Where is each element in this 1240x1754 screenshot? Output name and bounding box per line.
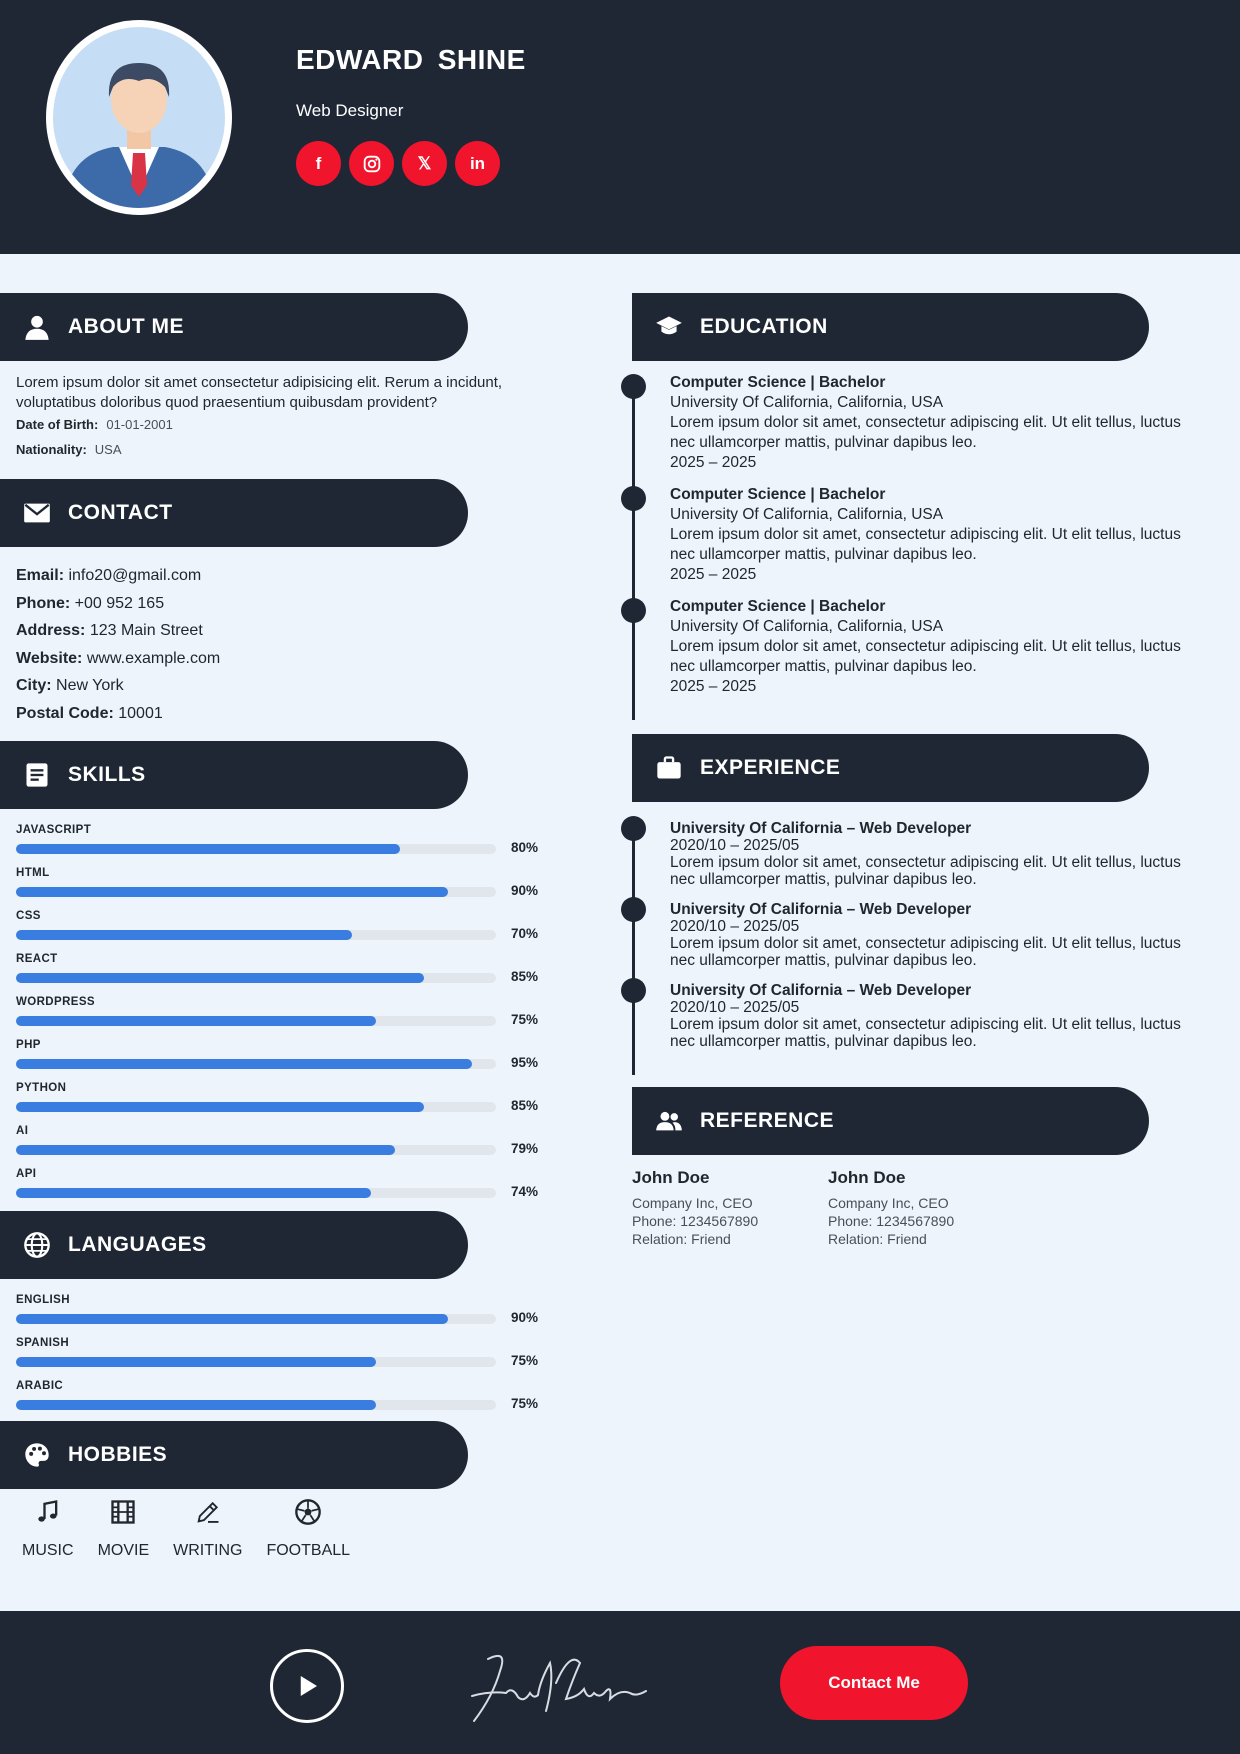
experience-description: Lorem ipsum dolor sit amet, consectetur adipiscing elit. Ut elit tellus, luctus nec ullamcorper mattis, pulvinar dapibus leo. xyxy=(670,935,1181,969)
contact-list xyxy=(16,562,220,727)
about-heading-label: ABOUT ME xyxy=(68,315,184,338)
language-percent: 90% xyxy=(511,1310,539,1325)
skill-item xyxy=(16,1168,546,1199)
languages-heading-label: LANGUAGES xyxy=(68,1233,207,1256)
skill-track xyxy=(16,887,496,897)
facebook-link[interactable] xyxy=(296,141,341,186)
hobby-music-label: MUSIC xyxy=(22,1542,74,1559)
experience-heading xyxy=(632,734,1149,802)
footer xyxy=(0,1611,1240,1754)
reference-phone: Phone: 1234567890 xyxy=(828,1213,955,1229)
skill-fill xyxy=(16,844,400,854)
skill-fill xyxy=(16,930,352,940)
nationality-row xyxy=(16,442,122,457)
skill-name: API xyxy=(16,1168,37,1180)
skill-track xyxy=(16,930,496,940)
skill-name: HTML xyxy=(16,867,50,879)
experience-dates: 2020/10 – 2025/05 xyxy=(670,918,800,935)
reference-card xyxy=(632,1168,828,1248)
education-item xyxy=(670,597,1210,697)
education-heading-label: EDUCATION xyxy=(700,315,828,338)
education-description: Lorem ipsum dolor sit amet, consectetur adipiscing elit. Ut elit tellus, luctus nec ullamcorper mattis, pulvinar dapibus leo. xyxy=(670,414,1181,451)
graduation-cap-icon xyxy=(654,312,684,342)
experience-description: Lorem ipsum dolor sit amet, consectetur adipiscing elit. Ut elit tellus, luctus nec ullamcorper mattis, pulvinar dapibus leo. xyxy=(670,1016,1181,1050)
skill-name: CSS xyxy=(16,910,41,922)
reference-heading xyxy=(632,1087,1149,1155)
skill-name: WORDPRESS xyxy=(16,996,95,1008)
language-fill xyxy=(16,1400,376,1410)
profile-role: Web Designer xyxy=(296,101,404,120)
education-school: University Of California, California, USA xyxy=(670,506,944,523)
education-description: Lorem ipsum dolor sit amet, consectetur adipiscing elit. Ut elit tellus, luctus nec ullamcorper mattis, pulvinar dapibus leo. xyxy=(670,526,1181,563)
contact-city xyxy=(16,672,220,700)
skill-track xyxy=(16,1016,496,1026)
language-name: SPANISH xyxy=(16,1337,70,1349)
hobby-football-label: FOOTBALL xyxy=(266,1542,351,1559)
timeline-dot xyxy=(621,816,646,841)
skill-fill xyxy=(16,887,448,897)
hobby-movie xyxy=(98,1498,150,1560)
pencil-icon xyxy=(194,1498,222,1526)
user-icon xyxy=(22,312,52,342)
skill-name: PYTHON xyxy=(16,1082,67,1094)
contact-heading xyxy=(0,479,468,547)
football-icon xyxy=(294,1498,322,1526)
reference-relation: Relation: Friend xyxy=(828,1231,927,1247)
language-track xyxy=(16,1314,496,1324)
education-school: University Of California, California, USA xyxy=(670,394,944,411)
people-icon xyxy=(654,1106,684,1136)
reference-phone: Phone: 1234567890 xyxy=(632,1213,759,1229)
contact-heading-label: CONTACT xyxy=(68,501,173,524)
skill-fill xyxy=(16,1102,424,1112)
skill-item xyxy=(16,910,546,941)
film-icon xyxy=(109,1498,137,1526)
skill-percent: 70% xyxy=(511,926,539,941)
signature xyxy=(460,1641,660,1731)
experience-timeline xyxy=(632,822,635,1075)
education-item xyxy=(670,373,1210,473)
linkedin-icon: in xyxy=(469,153,486,173)
language-name: ARABIC xyxy=(16,1380,64,1392)
language-item xyxy=(16,1380,546,1411)
avatar xyxy=(46,20,232,215)
skill-percent: 90% xyxy=(511,883,539,898)
reference-name: John Doe xyxy=(828,1168,906,1187)
education-title: Computer Science | Bachelor xyxy=(670,374,886,391)
experience-dates: 2020/10 – 2025/05 xyxy=(670,999,800,1016)
language-track xyxy=(16,1357,496,1367)
language-fill xyxy=(16,1314,448,1324)
skill-track xyxy=(16,973,496,983)
contact-address-label: Address: xyxy=(16,622,86,639)
skill-fill xyxy=(16,1016,376,1026)
education-years: 2025 – 2025 xyxy=(670,678,757,695)
x-icon: 𝕏 xyxy=(417,153,432,173)
contact-email-value[interactable]: info20@gmail.com xyxy=(68,567,202,584)
contact-website-label: Website: xyxy=(16,649,83,667)
timeline-dot xyxy=(621,598,646,623)
x-link[interactable] xyxy=(402,141,447,186)
skills-heading-label: SKILLS xyxy=(68,763,146,786)
contact-postal-value: 10001 xyxy=(118,704,163,722)
skill-name: AI xyxy=(16,1125,29,1137)
experience-heading-label: EXPERIENCE xyxy=(700,756,841,779)
hobby-music xyxy=(22,1498,74,1560)
contact-me-button[interactable]: Contact Me xyxy=(780,1646,968,1720)
skill-track xyxy=(16,1188,496,1198)
skill-item xyxy=(16,867,546,898)
skill-item xyxy=(16,996,546,1027)
experience-dates: 2020/10 – 2025/05 xyxy=(670,837,800,854)
contact-website xyxy=(16,645,220,673)
experience-title: University Of California – Web Developer xyxy=(670,901,972,918)
play-button[interactable] xyxy=(270,1649,344,1723)
music-note-icon xyxy=(34,1498,62,1526)
language-name: ENGLISH xyxy=(16,1294,70,1306)
skill-name: PHP xyxy=(16,1039,41,1051)
contact-address-value: 123 Main Street xyxy=(89,622,203,639)
avatar-illustration xyxy=(53,27,225,208)
skill-item xyxy=(16,1125,546,1156)
skill-percent: 74% xyxy=(511,1184,539,1199)
languages-heading xyxy=(0,1211,468,1279)
language-track xyxy=(16,1400,496,1410)
reference-relation: Relation: Friend xyxy=(632,1231,731,1247)
contact-city-label: City: xyxy=(16,677,52,694)
skill-track xyxy=(16,844,496,854)
play-icon xyxy=(292,1671,322,1701)
skill-percent: 80% xyxy=(511,840,539,855)
linkedin-link[interactable] xyxy=(455,141,500,186)
skill-percent: 85% xyxy=(511,969,539,984)
profile-name: EDWARD SHINE xyxy=(296,44,526,75)
dob-label: Date of Birth: xyxy=(16,417,99,432)
reference-company: Company Inc, CEO xyxy=(632,1195,753,1211)
hobby-writing-label: WRITING xyxy=(173,1542,243,1559)
nationality-value: USA xyxy=(94,442,122,457)
facebook-icon: f xyxy=(315,153,322,173)
header xyxy=(0,0,1240,254)
hobbies-list xyxy=(22,1498,374,1560)
hobby-writing xyxy=(173,1498,242,1560)
language-percent: 75% xyxy=(511,1396,539,1411)
envelope-icon xyxy=(22,498,52,528)
skill-name: JAVASCRIPT xyxy=(16,824,92,836)
education-years: 2025 – 2025 xyxy=(670,454,757,471)
contact-postal-label: Postal Code: xyxy=(16,704,114,722)
skill-item xyxy=(16,824,546,855)
skill-fill xyxy=(16,1188,371,1198)
dob-value: 01-01-2001 xyxy=(106,417,173,432)
skill-percent: 79% xyxy=(511,1141,539,1156)
education-school: University Of California, California, USA xyxy=(670,618,944,635)
skill-item xyxy=(16,1082,546,1113)
document-icon xyxy=(22,760,52,790)
skill-track xyxy=(16,1059,496,1069)
experience-title: University Of California – Web Developer xyxy=(670,982,972,999)
education-heading xyxy=(632,293,1149,361)
skill-name: REACT xyxy=(16,953,58,965)
education-years: 2025 – 2025 xyxy=(670,566,757,583)
contact-city-value: New York xyxy=(56,677,124,694)
reference-name: John Doe xyxy=(632,1168,710,1187)
about-text: Lorem ipsum dolor sit amet consectetur adipisicing elit. Rerum a incidunt, voluptatibus doloribus quod praesentium quibusdam provident? xyxy=(16,374,503,411)
instagram-link[interactable] xyxy=(349,141,394,186)
experience-item xyxy=(670,820,1210,888)
education-description: Lorem ipsum dolor sit amet, consectetur adipiscing elit. Ut elit tellus, luctus nec ullamcorper mattis, pulvinar dapibus leo. xyxy=(670,638,1181,675)
skill-item xyxy=(16,1039,546,1070)
experience-item xyxy=(670,982,1210,1050)
contact-email-label: Email: xyxy=(16,567,65,584)
reference-card xyxy=(828,1168,1024,1248)
skill-track xyxy=(16,1145,496,1155)
palette-icon xyxy=(22,1440,52,1470)
timeline-dot xyxy=(621,897,646,922)
experience-item xyxy=(670,901,1210,969)
education-title: Computer Science | Bachelor xyxy=(670,486,886,503)
skill-fill xyxy=(16,1145,395,1155)
contact-website-value[interactable]: www.example.com xyxy=(86,649,221,667)
hobbies-heading-label: HOBBIES xyxy=(68,1443,168,1466)
contact-postal xyxy=(16,700,220,728)
hobby-movie-label: MOVIE xyxy=(97,1542,150,1559)
reference-company: Company Inc, CEO xyxy=(828,1195,949,1211)
reference-heading-label: REFERENCE xyxy=(700,1109,835,1132)
hobby-football xyxy=(266,1498,350,1560)
nationality-label: Nationality: xyxy=(16,442,87,457)
education-item xyxy=(670,485,1210,585)
instagram-icon xyxy=(361,153,383,175)
skill-percent: 75% xyxy=(511,1012,539,1027)
skill-fill xyxy=(16,1059,472,1069)
dob-row xyxy=(16,417,173,432)
skill-item xyxy=(16,953,546,984)
skill-percent: 95% xyxy=(511,1055,539,1070)
language-percent: 75% xyxy=(511,1353,539,1368)
reference-list xyxy=(632,1168,1024,1248)
about-heading xyxy=(0,293,468,361)
briefcase-icon xyxy=(654,753,684,783)
contact-phone xyxy=(16,590,220,618)
skill-fill xyxy=(16,973,424,983)
contact-email xyxy=(16,562,220,590)
globe-icon xyxy=(22,1230,52,1260)
language-item xyxy=(16,1294,546,1325)
timeline-dot xyxy=(621,374,646,399)
experience-title: University Of California – Web Developer xyxy=(670,820,972,837)
skill-percent: 85% xyxy=(511,1098,539,1113)
hobbies-heading xyxy=(0,1421,468,1489)
timeline-dot xyxy=(621,978,646,1003)
contact-address xyxy=(16,617,220,645)
contact-phone-value: +00 952 165 xyxy=(74,594,165,612)
social-links xyxy=(296,141,500,186)
language-fill xyxy=(16,1357,376,1367)
education-title: Computer Science | Bachelor xyxy=(670,598,886,615)
language-item xyxy=(16,1337,546,1368)
experience-description: Lorem ipsum dolor sit amet, consectetur adipiscing elit. Ut elit tellus, luctus nec ullamcorper mattis, pulvinar dapibus leo. xyxy=(670,854,1181,888)
skills-heading xyxy=(0,741,468,809)
contact-phone-label: Phone: xyxy=(16,594,71,612)
timeline-dot xyxy=(621,486,646,511)
education-timeline xyxy=(632,380,635,720)
skill-track xyxy=(16,1102,496,1112)
